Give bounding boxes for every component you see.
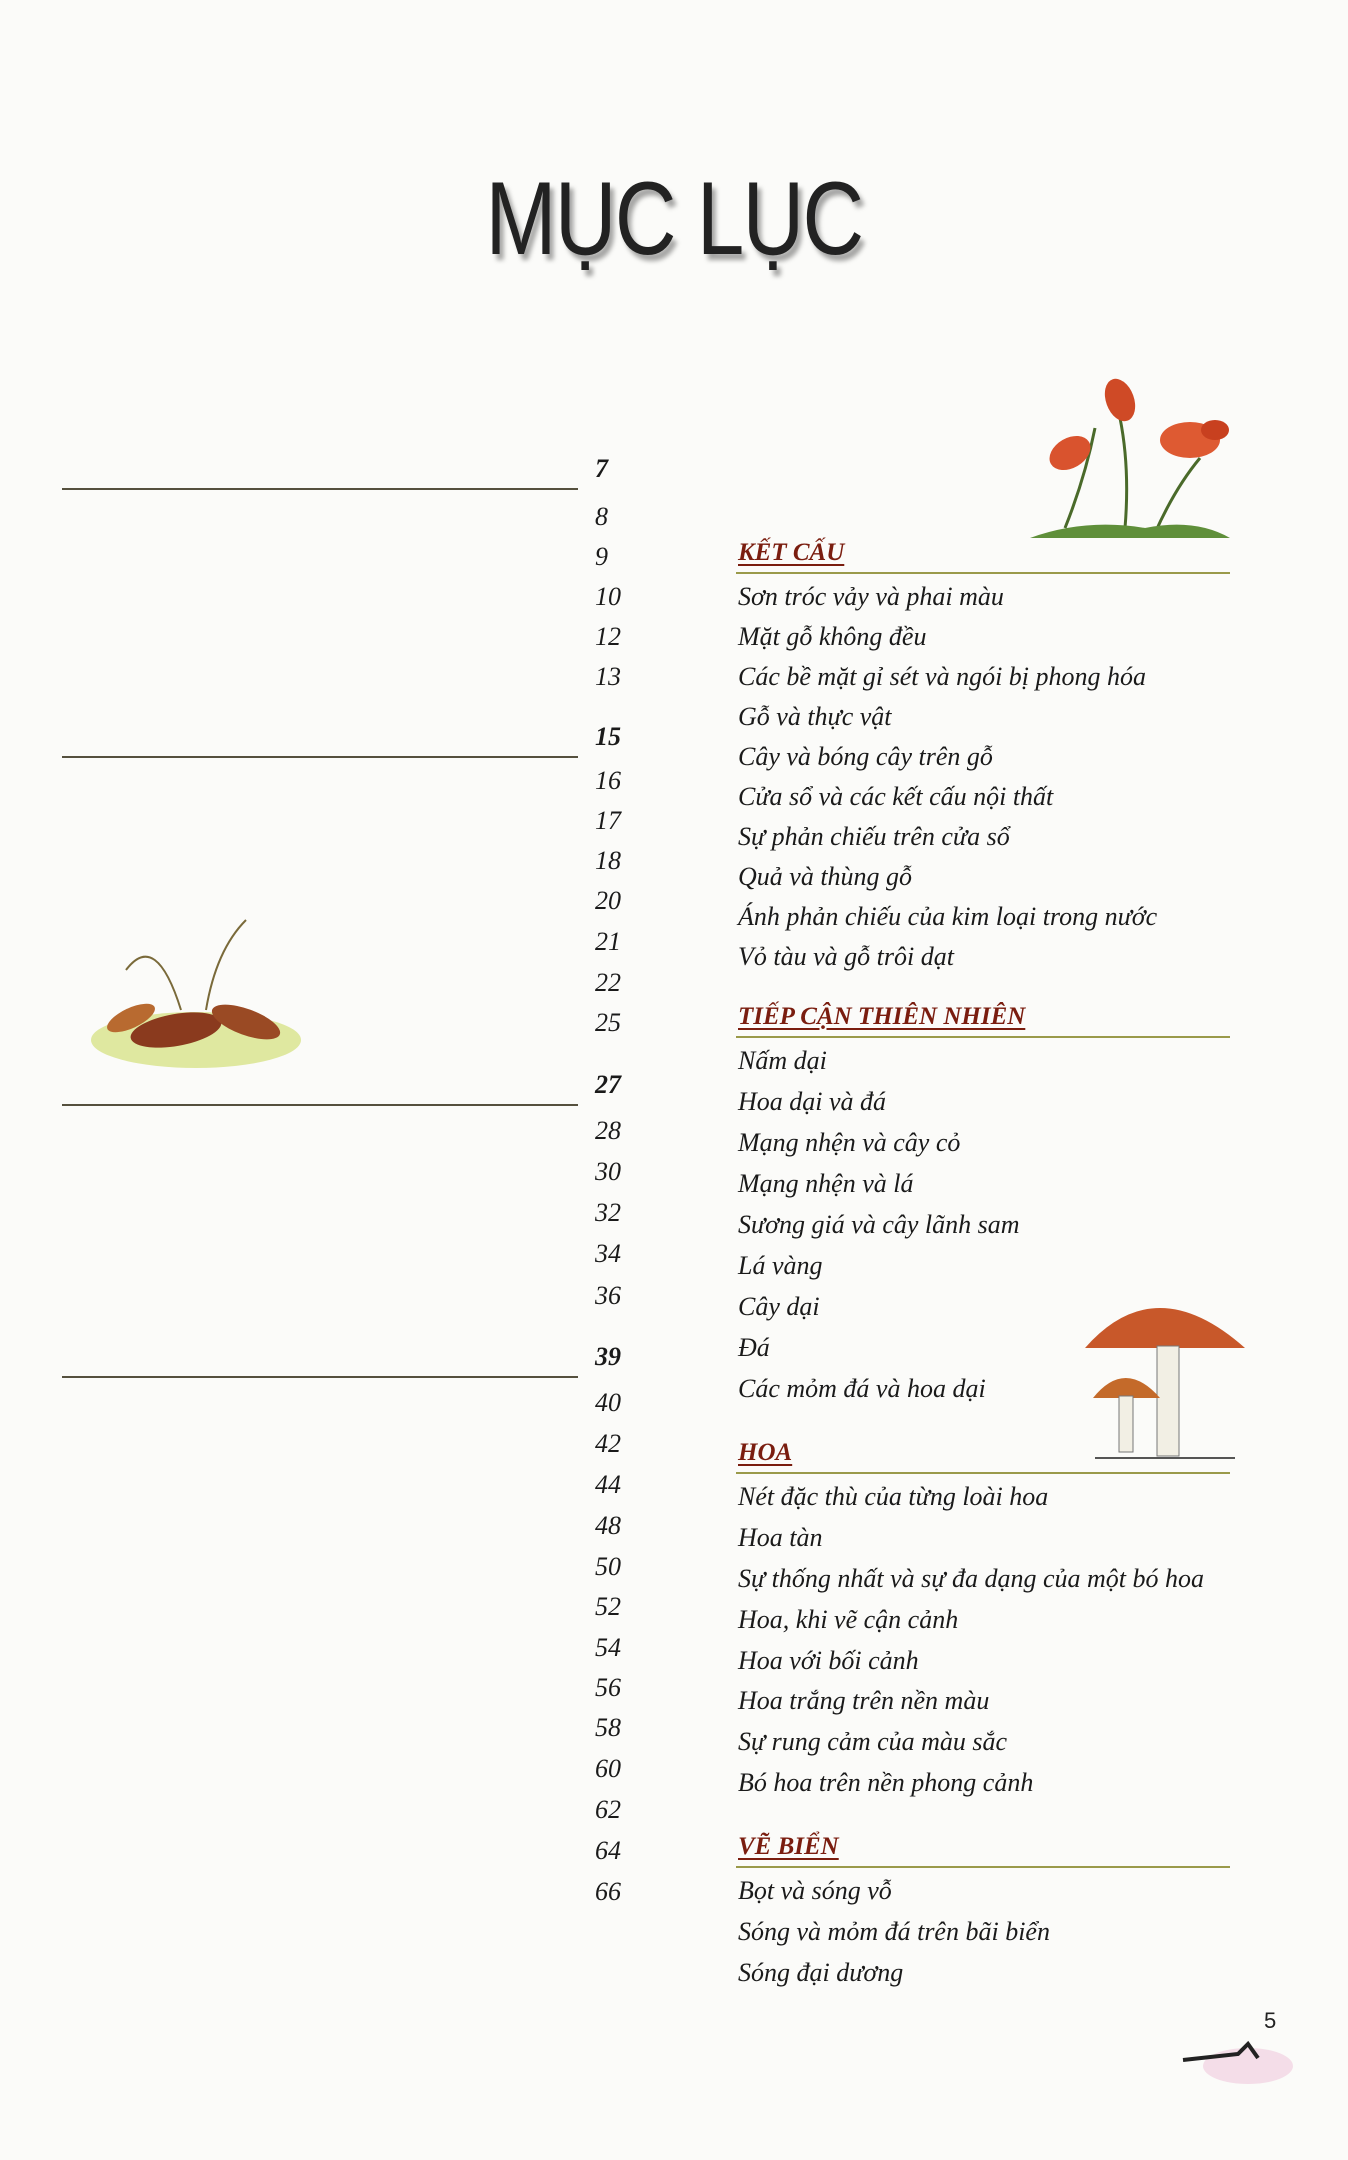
toc-entry-page: 22 bbox=[595, 968, 621, 997]
toc-entry-page: 25 bbox=[595, 1008, 621, 1037]
toc-entry-title: Gỗ và thực vật bbox=[738, 702, 892, 731]
toc-entry-page: 7 bbox=[595, 454, 608, 483]
toc-entry-title: Hoa trắng trên nền màu bbox=[738, 1686, 990, 1715]
toc-entry-title: Nấm dại bbox=[738, 1046, 827, 1075]
toc-entry-page: 48 bbox=[595, 1511, 621, 1540]
toc-entry-page: 62 bbox=[595, 1795, 621, 1824]
toc-entry-page: 40 bbox=[595, 1388, 621, 1417]
toc-entry-title: Quả và thùng gỗ bbox=[738, 862, 913, 891]
toc-entry-page: 27 bbox=[595, 1070, 621, 1099]
brush-footer-decoration bbox=[1178, 2030, 1298, 2090]
toc-entry-title: Cây và bóng cây trên gỗ bbox=[738, 742, 993, 771]
toc-entry-page: 18 bbox=[595, 846, 621, 875]
toc-entry-page: 28 bbox=[595, 1116, 621, 1145]
section-divider bbox=[62, 756, 578, 758]
section-divider bbox=[62, 1376, 578, 1378]
toc-entry-page: 44 bbox=[595, 1470, 621, 1499]
toc-entry-title: Đá bbox=[738, 1333, 770, 1362]
toc-entry-page: 50 bbox=[595, 1552, 621, 1581]
toc-entry-title: Sương giá và cây lãnh sam bbox=[738, 1210, 1020, 1239]
section-divider bbox=[736, 1866, 1230, 1868]
toc-entry-title: Mặt gỗ không đều bbox=[738, 622, 927, 651]
toc-entry-title: Ánh phản chiếu của kim loại trong nước bbox=[738, 902, 1158, 931]
toc-entry-title: KẾT CẤU bbox=[738, 539, 845, 566]
toc-entry-page: 32 bbox=[595, 1198, 621, 1227]
toc-entry-page: 60 bbox=[595, 1754, 621, 1783]
toc-entry-title: Hoa với bối cảnh bbox=[738, 1646, 919, 1675]
toc-entry-page: 8 bbox=[595, 502, 608, 531]
toc-entry-title: Bọt và sóng vỗ bbox=[738, 1876, 892, 1905]
toc-entry-page: 36 bbox=[595, 1281, 621, 1310]
leaves-illustration bbox=[86, 910, 306, 1070]
section-divider bbox=[62, 1104, 578, 1106]
toc-entry-title: Bó hoa trên nền phong cảnh bbox=[738, 1768, 1034, 1797]
toc-entry-title: Mạng nhện và cây cỏ bbox=[738, 1128, 961, 1157]
section-divider bbox=[736, 1036, 1230, 1038]
toc-entry-page: 52 bbox=[595, 1592, 621, 1621]
toc-entry-page: 56 bbox=[595, 1673, 621, 1702]
toc-entry-title: Hoa tàn bbox=[738, 1523, 823, 1552]
toc-entry-page: 9 bbox=[595, 542, 608, 571]
toc-entry-page: 39 bbox=[595, 1342, 621, 1371]
toc-entry-page: 30 bbox=[595, 1157, 621, 1186]
section-divider bbox=[736, 1472, 1230, 1474]
toc-entry-title: HOA bbox=[738, 1439, 793, 1466]
toc-entry-page: 58 bbox=[595, 1713, 621, 1742]
poppy-illustration bbox=[1025, 368, 1235, 548]
toc-entry-title: TIẾP CẬN THIÊN NHIÊN bbox=[738, 1003, 1026, 1030]
toc-entry-title: Sự thống nhất và sự đa dạng của một bó hoa bbox=[738, 1564, 1205, 1593]
toc-entry-title: VẼ BIỂN bbox=[738, 1833, 839, 1860]
toc-entry-title: Hoa, khi vẽ cận cảnh bbox=[738, 1605, 959, 1634]
toc-entry-page: 17 bbox=[595, 806, 621, 835]
toc-entry-title: Cây dại bbox=[738, 1292, 820, 1321]
toc-entry-title: Mạng nhện và lá bbox=[738, 1169, 914, 1198]
page-title: MỤC LỤC bbox=[485, 161, 863, 277]
toc-entry-page: 12 bbox=[595, 622, 621, 651]
toc-entry-page: 15 bbox=[595, 722, 621, 751]
toc-entry-title: Sơn tróc vảy và phai màu bbox=[738, 582, 1004, 611]
toc-entry-title: Nét đặc thù của từng loài hoa bbox=[738, 1482, 1049, 1511]
toc-entry-page: 66 bbox=[595, 1877, 621, 1906]
toc-entry-title: Vỏ tàu và gỗ trôi dạt bbox=[738, 942, 954, 971]
mushroom-illustration bbox=[1075, 1278, 1255, 1468]
toc-entry-page: 21 bbox=[595, 927, 621, 956]
toc-entry-page: 10 bbox=[595, 582, 621, 611]
page-number: 5 bbox=[1264, 2008, 1277, 2033]
toc-entry-title: Sự phản chiếu trên cửa sổ bbox=[738, 822, 1010, 851]
toc-entry-page: 42 bbox=[595, 1429, 621, 1458]
toc-entry-page: 34 bbox=[595, 1239, 621, 1268]
toc-entry-title: Các mỏm đá và hoa dại bbox=[738, 1374, 986, 1403]
section-divider bbox=[62, 488, 578, 490]
toc-entry-title: Sóng đại dương bbox=[738, 1958, 904, 1987]
toc-entry-title: Các bề mặt gỉ sét và ngói bị phong hóa bbox=[738, 662, 1147, 691]
toc-entry-title: Lá vàng bbox=[738, 1251, 823, 1280]
toc-entry-page: 13 bbox=[595, 662, 621, 691]
toc-entry-title: Hoa dại và đá bbox=[738, 1087, 887, 1116]
toc-entry-page: 16 bbox=[595, 766, 621, 795]
toc-entry-title: Sóng và mỏm đá trên bãi biển bbox=[738, 1917, 1050, 1946]
toc-entry-page: 20 bbox=[595, 886, 621, 915]
toc-entry-page: 54 bbox=[595, 1633, 621, 1662]
section-divider bbox=[736, 572, 1230, 574]
toc-entry-title: Cửa sổ và các kết cấu nội thất bbox=[738, 782, 1054, 811]
toc-entry-page: 64 bbox=[595, 1836, 621, 1865]
toc-entry-title: Sự rung cảm của màu sắc bbox=[738, 1727, 1008, 1756]
